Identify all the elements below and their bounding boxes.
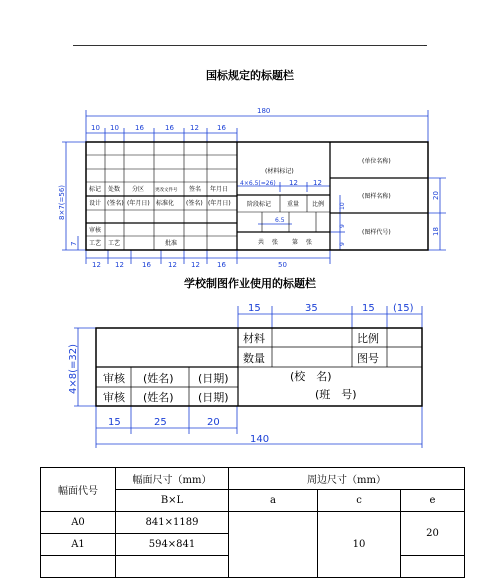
- th-e: e: [401, 490, 465, 512]
- section1-title: 国标规定的标题栏: [206, 69, 294, 82]
- dim-inner-2: 9: [339, 224, 346, 228]
- cell-label-5: 签名: [189, 186, 202, 193]
- cell-craft-2: 工艺: [108, 240, 121, 247]
- dim-bottom-3: 16: [142, 261, 151, 269]
- cell-drawing-name: (图样名称): [362, 193, 391, 200]
- th-c: c: [318, 490, 401, 512]
- s2-school: (校 名): [290, 370, 332, 383]
- dim-top-4: 16: [165, 124, 174, 132]
- cell-r2-6: (年月日): [208, 200, 231, 207]
- section2-title: 学校制图作业使用的标题栏: [184, 277, 316, 290]
- dim-right-2: 18: [432, 227, 440, 236]
- cell-stage: 阶段标记: [247, 201, 272, 208]
- s2-dim-bottom-2: 25: [154, 417, 167, 428]
- cell-drawing-code: (图样代号): [362, 229, 391, 236]
- dim-left-small: 7: [70, 241, 78, 246]
- cell-label-3: 分区: [132, 186, 145, 193]
- cell-e-value: 20: [401, 512, 465, 556]
- dim-inner-1: 10: [339, 202, 346, 210]
- dim-top-2: 10: [110, 124, 119, 132]
- dim-overall: 180: [257, 107, 271, 115]
- dim-bottom-6: 16: [217, 261, 226, 269]
- dim-top-5: 12: [190, 124, 199, 132]
- s2-review-1: 审核: [103, 372, 125, 385]
- s2-drawing-no: 图号: [357, 352, 379, 365]
- cell-review: 审核: [89, 227, 102, 234]
- cell-r2-4: 标准化: [156, 200, 175, 207]
- top-note: .: [424, 41, 426, 48]
- table-row: [41, 512, 465, 534]
- s2-dim-top-1: 15: [248, 303, 261, 314]
- dim-bottom-mid: 50: [278, 261, 287, 269]
- row-size-cut: [116, 556, 229, 578]
- s2-material: 材料: [243, 332, 265, 345]
- dim-bottom-1: 12: [92, 261, 101, 269]
- cell-sheets-4: 张: [306, 239, 313, 246]
- th-a: a: [229, 490, 318, 512]
- cell-sheets-1: 共: [258, 239, 265, 246]
- cell-r2-3: (年月日): [127, 200, 150, 207]
- header-rule: [73, 45, 427, 46]
- cell-r2-5: (签名): [186, 200, 203, 207]
- s2-scale: 比例: [357, 332, 379, 345]
- s2-dim-top-2: 35: [305, 303, 318, 314]
- s2-dim-top-4: (15): [393, 303, 414, 314]
- dim-mid-2: 12: [289, 179, 298, 187]
- cell-material: (材料标记): [265, 168, 294, 175]
- s2-date-2: (日期): [198, 391, 229, 404]
- dim-inner-3: 9: [339, 242, 346, 246]
- cell-weight: 重量: [287, 201, 300, 208]
- school-title-block-drawing: [0, 298, 500, 458]
- th-sheet-code: 幅面代号: [41, 468, 116, 512]
- row-size: 841×1189: [116, 512, 229, 534]
- s2-class: (班 号): [315, 388, 357, 401]
- cell-label-2: 处数: [108, 186, 121, 193]
- row-code: A0: [41, 512, 116, 534]
- s2-quantity: 数量: [243, 352, 265, 365]
- dim-bottom-2: 12: [115, 261, 124, 269]
- dim-bottom-5: 12: [191, 261, 200, 269]
- dim-mid-1: 4×6.5(=26): [240, 180, 276, 187]
- cell-label-6: 年月日: [210, 186, 229, 193]
- dim-right-1: 20: [432, 191, 440, 200]
- cell-sheets-3: 第: [292, 239, 299, 246]
- dim-top-6: 16: [217, 124, 226, 132]
- s2-dim-bottom-3: 20: [207, 417, 220, 428]
- cell-label-1: 标记: [89, 186, 102, 193]
- th-margin-size: 周边尺寸（mm）: [229, 468, 465, 490]
- s2-name-2: (姓名): [143, 391, 174, 404]
- dim-bottom-4: 12: [168, 261, 177, 269]
- cell-label-4: 更改文件号: [155, 188, 178, 193]
- s2-review-2: 审核: [103, 391, 125, 404]
- s2-dim-bottom-1: 15: [108, 417, 121, 428]
- row-size: 594×841: [116, 534, 229, 556]
- paper-size-table: [40, 467, 465, 578]
- cell-craft-1: 工艺: [89, 240, 102, 247]
- cell-sheets-2: 张: [272, 239, 279, 246]
- cell-c-value: 10: [318, 512, 401, 578]
- dim-top-3: 16: [135, 124, 144, 132]
- s2-dim-overall: 140: [250, 434, 270, 445]
- dim-left: 8×7(=56): [58, 184, 66, 220]
- cell-r2-2: (签名): [107, 200, 124, 207]
- cell-e-cut: [401, 556, 465, 578]
- dim-65: 6.5: [275, 217, 285, 224]
- cell-scale: 比例: [312, 201, 325, 208]
- th-bxl: B×L: [116, 490, 229, 512]
- th-sheet-size: 幅面尺寸（mm）: [116, 468, 229, 490]
- s2-dim-top-3: 15: [362, 303, 375, 314]
- row-code: A1: [41, 534, 116, 556]
- gb-title-block-drawing: [0, 100, 500, 270]
- cell-a-empty: [229, 512, 318, 578]
- s2-dim-left: 4×8(=32): [68, 343, 79, 394]
- s2-name-1: (姓名): [143, 372, 174, 385]
- cell-approve: 批准: [165, 240, 178, 247]
- row-code-cut: [41, 556, 116, 578]
- dim-top-1: 10: [91, 124, 100, 132]
- dim-mid-3: 12: [313, 179, 322, 187]
- s2-date-1: (日期): [198, 372, 229, 385]
- cell-unit: (单位名称): [362, 158, 391, 165]
- cell-r2-1: 设计: [89, 200, 102, 207]
